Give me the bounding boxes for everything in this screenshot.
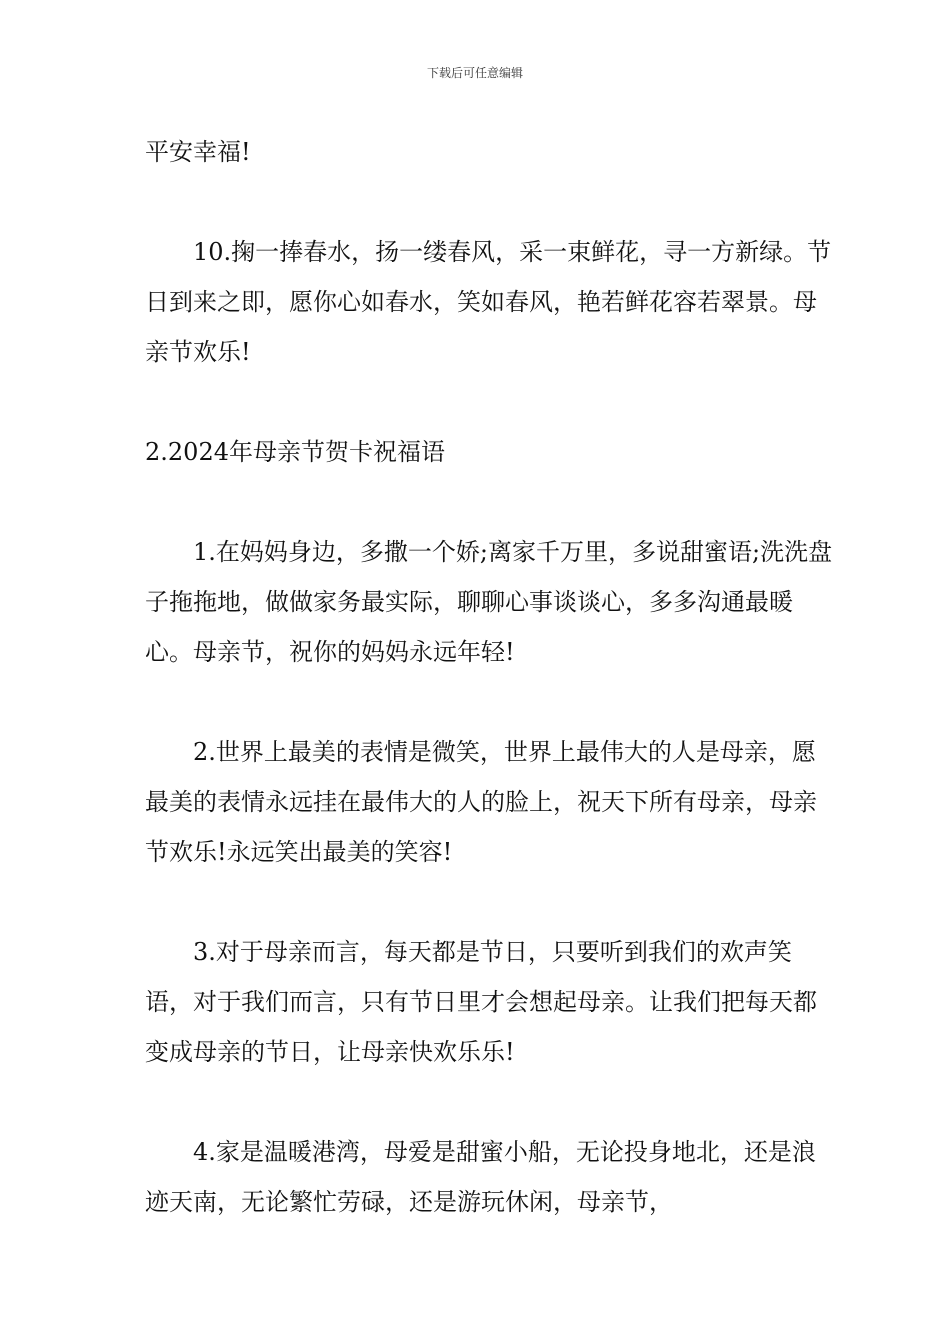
section-heading: 2.2024年母亲节贺卡祝福语	[145, 438, 445, 466]
paragraph-wish-10: 10.掬一捧春水，扬一缕春风，采一束鲜花，寻一方新绿。节日到来之即，愿你心如春水，笑如春风，艳若鲜花容若翠景。母亲节欢乐!	[145, 238, 832, 366]
document-body	[145, 127, 835, 1277]
paragraph-wish-1: 1.在妈妈身边，多撒一个娇;离家千万里，多说甜蜜语;洗洗盘子拖拖地，做做家务最实际，聊聊心事谈谈心，多多沟通最暖心。母亲节，祝你的妈妈永远年轻!	[145, 538, 833, 666]
paragraph-wish-3: 3.对于母亲而言，每天都是节日，只要听到我们的欢声笑语，对于我们而言，只有节日里才会想起母亲。让我们把每天都变成母亲的节日，让母亲快欢乐乐!	[145, 938, 817, 1066]
paragraph-closing-line: 平安幸福!	[145, 138, 251, 166]
page-header-note: 下载后可任意编辑	[426, 66, 523, 80]
paragraph-wish-4: 4.家是温暖港湾，母爱是甜蜜小船，无论投身地北，还是浪迹天南，无论繁忙劳碌，还是游玩休闲，母亲节，	[145, 1138, 816, 1216]
paragraph-wish-2: 2.世界上最美的表情是微笑，世界上最伟大的人是母亲，愿最美的表情永远挂在最伟大的人的脸上，祝天下所有母亲，母亲节欢乐!永远笑出最美的笑容!	[145, 738, 817, 866]
